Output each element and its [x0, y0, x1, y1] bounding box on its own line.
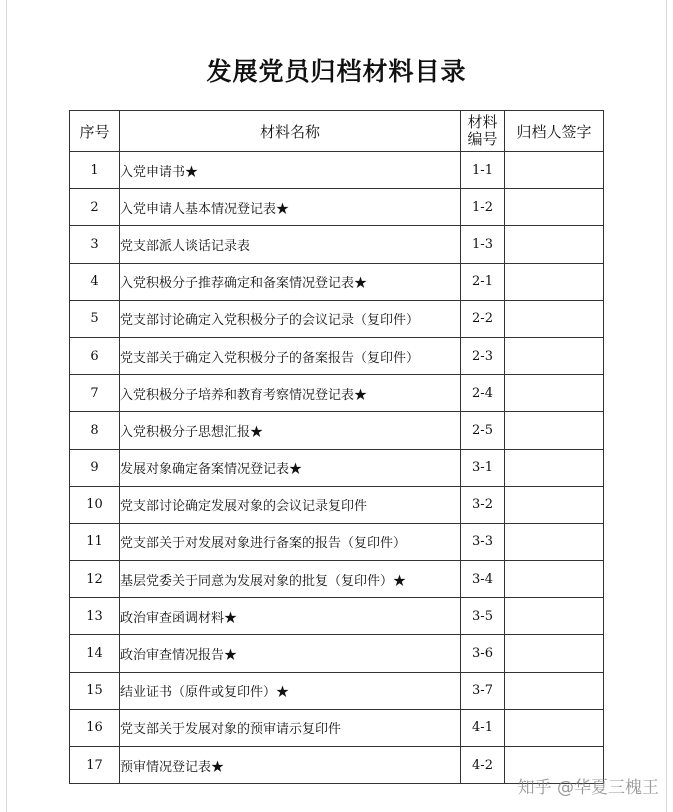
row-signer-cell	[505, 523, 604, 560]
row-seq: 9	[70, 449, 120, 486]
row-seq: 2	[70, 189, 120, 226]
row-code: 2-2	[461, 300, 505, 337]
row-signer-cell	[505, 635, 604, 672]
row-code: 1-3	[461, 226, 505, 263]
row-seq: 1	[70, 152, 120, 189]
row-signer-cell	[505, 486, 604, 523]
row-code: 2-1	[461, 263, 505, 300]
row-name: 结业证书（原件或复印件）★	[120, 672, 461, 709]
row-name: 党支部讨论确定入党积极分子的会议记录（复印件）	[120, 300, 461, 337]
row-seq: 17	[70, 747, 120, 784]
row-seq: 14	[70, 635, 120, 672]
row-signer-cell	[505, 672, 604, 709]
table-row	[70, 412, 604, 449]
row-seq: 8	[70, 412, 120, 449]
table-row	[70, 635, 604, 672]
row-name: 党支部派人谈话记录表	[120, 226, 461, 263]
table-row	[70, 263, 604, 300]
row-seq: 15	[70, 672, 120, 709]
row-seq: 13	[70, 598, 120, 635]
row-signer-cell	[505, 226, 604, 263]
row-seq: 16	[70, 709, 120, 746]
row-name: 政治审查情况报告★	[120, 635, 461, 672]
table-header-row	[70, 111, 604, 152]
table-row	[70, 561, 604, 598]
row-code: 3-2	[461, 486, 505, 523]
header-code-line1: 材料	[467, 113, 498, 131]
table-row	[70, 337, 604, 374]
row-code: 2-4	[461, 375, 505, 412]
row-signer-cell	[505, 375, 604, 412]
row-name: 入党申请人基本情况登记表★	[120, 189, 461, 226]
table-row	[70, 375, 604, 412]
table-row	[70, 226, 604, 263]
table-row	[70, 598, 604, 635]
header-signer: 归档人签字	[505, 111, 604, 152]
row-name: 入党积极分子培养和教育考察情况登记表★	[120, 375, 461, 412]
table-row	[70, 449, 604, 486]
row-code: 4-1	[461, 709, 505, 746]
row-code: 3-5	[461, 598, 505, 635]
row-name: 入党积极分子推荐确定和备案情况登记表★	[120, 263, 461, 300]
row-name: 政治审查函调材料★	[120, 598, 461, 635]
table-row	[70, 486, 604, 523]
row-code: 2-5	[461, 412, 505, 449]
row-code: 1-2	[461, 189, 505, 226]
header-code	[461, 111, 505, 152]
row-code: 3-4	[461, 561, 505, 598]
row-signer-cell	[505, 189, 604, 226]
row-code: 3-6	[461, 635, 505, 672]
row-name: 党支部关于发展对象的预审请示复印件	[120, 709, 461, 746]
table-row	[70, 300, 604, 337]
row-seq: 6	[70, 337, 120, 374]
row-name: 基层党委关于同意为发展对象的批复（复印件）★	[120, 561, 461, 598]
table-row	[70, 709, 604, 746]
row-signer-cell	[505, 598, 604, 635]
row-signer-cell	[505, 449, 604, 486]
row-code: 2-3	[461, 337, 505, 374]
row-code: 1-1	[461, 152, 505, 189]
header-code-line2: 编号	[467, 130, 498, 148]
row-code: 4-2	[461, 747, 505, 784]
table-row	[70, 152, 604, 189]
row-signer-cell	[505, 337, 604, 374]
row-signer-cell	[505, 300, 604, 337]
row-code: 3-7	[461, 672, 505, 709]
row-seq: 4	[70, 263, 120, 300]
header-seq: 序号	[70, 111, 120, 152]
row-seq: 3	[70, 226, 120, 263]
row-name: 发展对象确定备案情况登记表★	[120, 449, 461, 486]
table-row	[70, 189, 604, 226]
page-edge-right	[666, 0, 667, 812]
materials-table	[69, 110, 604, 784]
row-seq: 11	[70, 523, 120, 560]
row-name: 党支部讨论确定发展对象的会议记录复印件	[120, 486, 461, 523]
table-row	[70, 672, 604, 709]
row-code: 3-3	[461, 523, 505, 560]
row-code: 3-1	[461, 449, 505, 486]
row-seq: 5	[70, 300, 120, 337]
row-name: 入党申请书★	[120, 152, 461, 189]
table-row	[70, 523, 604, 560]
row-signer-cell	[505, 152, 604, 189]
document-title: 发展党员归档材料目录	[206, 57, 467, 86]
row-name: 入党积极分子思想汇报★	[120, 412, 461, 449]
row-signer-cell	[505, 412, 604, 449]
row-signer-cell	[505, 561, 604, 598]
page-edge-left	[6, 0, 7, 812]
row-seq: 12	[70, 561, 120, 598]
header-name: 材料名称	[120, 111, 461, 152]
row-name: 预审情况登记表★	[120, 747, 461, 784]
row-seq: 10	[70, 486, 120, 523]
watermark: 知乎 @华夏三槐王	[517, 778, 659, 798]
row-signer-cell	[505, 709, 604, 746]
row-name: 党支部关于确定入党积极分子的备案报告（复印件）	[120, 337, 461, 374]
row-signer-cell	[505, 263, 604, 300]
row-seq: 7	[70, 375, 120, 412]
row-name: 党支部关于对发展对象进行备案的报告（复印件）	[120, 523, 461, 560]
